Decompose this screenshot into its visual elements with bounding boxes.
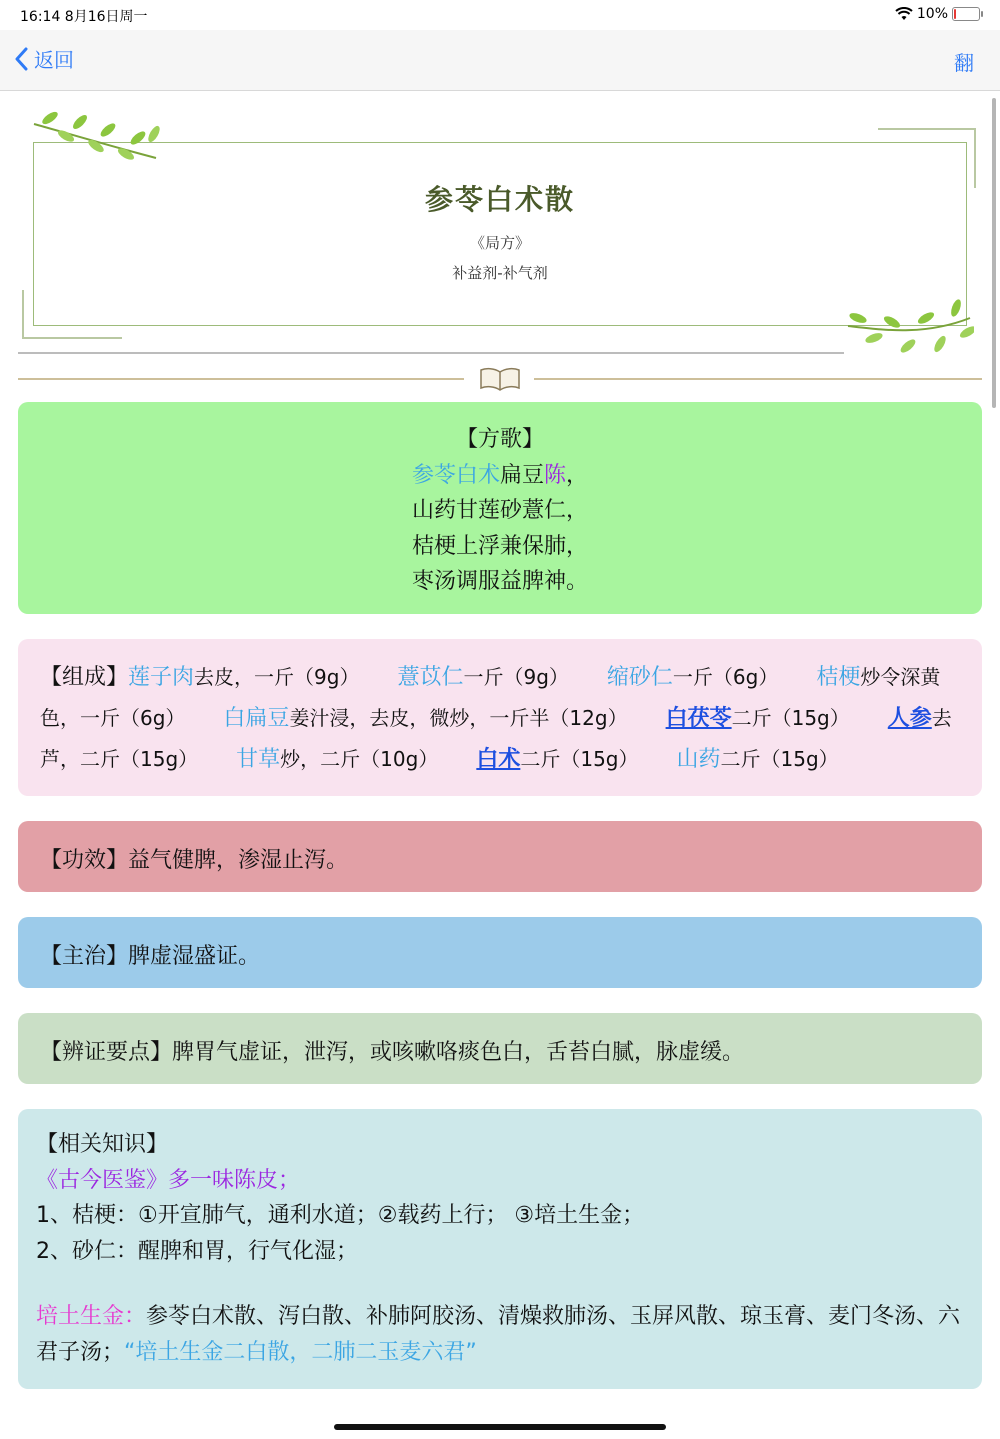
composition-card (18, 639, 982, 796)
herb-link[interactable]: 甘草 (236, 747, 281, 772)
herb-link[interactable]: 白术 (476, 747, 521, 772)
herb-dosage: 去皮，一斤（9g） (194, 665, 360, 689)
composition-heading: 【组成】 (40, 665, 129, 690)
herb-link[interactable]: 人参 (887, 706, 932, 731)
leaf-branch-icon (30, 106, 160, 164)
herb-link[interactable]: 薏苡仁 (397, 665, 464, 690)
herb-dosage: 去 (931, 706, 952, 730)
battery-icon (952, 7, 980, 21)
herb-link[interactable]: 山药 (676, 747, 721, 772)
status-right (895, 6, 980, 22)
knowledge-paragraph (36, 1299, 964, 1370)
herb-dosage: 芦，二斤（15g） (40, 747, 199, 771)
efficacy-card: 【功效】益气健脾，渗湿止泻。 (18, 821, 982, 892)
status-bar (0, 0, 1000, 30)
herb-dosage: 一斤（9g） (463, 665, 569, 689)
formula-song-line: 山药甘莲砂薏仁， (411, 498, 588, 523)
frame-line (878, 128, 976, 130)
herb-link[interactable]: 缩砂仁 (606, 665, 673, 690)
navigation-bar (0, 30, 1000, 91)
herb-dosage: 二斤（15g） (520, 747, 639, 771)
knowledge-line[interactable]: 《古今医鉴》多一味陈皮； (36, 1167, 301, 1193)
herb-dosage: 二斤（15g） (731, 706, 850, 730)
poem-text: ， (566, 462, 589, 488)
herb-dosage: 炒，二斤（10g） (280, 747, 439, 771)
indication-card: 【主治】脾虚湿盛证。 (18, 917, 982, 988)
herb-dosage: 姜汁浸，去皮，微炒，一斤半（12g） (289, 706, 628, 730)
status-time: 16:14 8月16日周一 (20, 9, 148, 25)
header-card (18, 100, 982, 370)
knowledge-text: 参苓白术散、泻白散、补肺阿胶汤、清燥救肺汤、玉屏风散、琼玉膏、麦门冬汤、六君子汤； (36, 1304, 961, 1365)
home-indicator[interactable] (334, 1424, 666, 1430)
poem-text: 扁豆 (499, 462, 544, 488)
composition-line (40, 739, 960, 780)
key-points-card: 【辨证要点】脾胃气虚证，泄泻，或咳嗽咯痰色白，舌苔白腻，脉虚缓。 (18, 1013, 982, 1084)
related-knowledge-card (18, 1109, 982, 1389)
poem-herb-highlight[interactable]: 参苓白术 (411, 462, 500, 488)
herb-dosage: 一斤（6g） (672, 665, 779, 689)
herb-dosage: 炒令深黄 (860, 665, 941, 689)
knowledge-line: 1、桔梗：①开宣肺气，通利水道；②载药上行； ③培土生金； (36, 1203, 645, 1228)
formula-song-line (18, 458, 982, 494)
flip-button[interactable]: 翻 (954, 51, 974, 75)
battery-percent: 10% (916, 6, 948, 22)
frame-line (22, 290, 24, 338)
poem-herb-highlight[interactable]: 陈 (544, 462, 567, 488)
scrollbar[interactable] (992, 98, 996, 408)
knowledge-line: 2、砂仁：醒脾和胃，行气化湿； (36, 1238, 358, 1264)
formula-song-line: 桔梗上浮兼保肺， (411, 533, 588, 559)
herb-link[interactable]: 白茯苓 (665, 706, 732, 731)
leaf-branch-icon (844, 296, 974, 358)
chevron-left-icon (14, 47, 28, 71)
section-divider (18, 370, 982, 390)
herb-dosage: 色，一斤（6g） (40, 706, 186, 730)
knowledge-heading: 【相关知识】 (36, 1132, 169, 1157)
divider-line (18, 378, 464, 380)
formula-song-heading: 【方歌】 (455, 427, 544, 452)
formula-song-line: 枣汤调服益脾神。 (411, 569, 588, 594)
composition-line (40, 657, 960, 698)
header-underline (18, 352, 844, 354)
frame-line (22, 337, 122, 339)
herb-dosage: 二斤（15g） (720, 747, 839, 771)
formula-source: 《局方》 (469, 234, 530, 252)
battery-fill (954, 9, 956, 19)
wifi-icon (895, 7, 913, 21)
open-book-icon (478, 366, 522, 392)
composition-line (40, 698, 960, 739)
herb-link[interactable]: 莲子肉 (128, 665, 195, 690)
herb-link[interactable]: 桔梗 (816, 665, 861, 690)
formula-song-card (18, 402, 982, 614)
knowledge-term[interactable]: 培土生金： (36, 1304, 147, 1329)
back-button[interactable] (14, 44, 74, 73)
knowledge-mnemonic[interactable]: “培土生金二白散，二肺二玉麦六君” (124, 1339, 477, 1365)
formula-category: 补益剂-补气剂 (452, 264, 548, 282)
formula-title: 参苓白术散 (424, 183, 575, 216)
back-label: 返回 (34, 48, 74, 72)
divider-line (534, 378, 982, 380)
herb-link[interactable]: 白扁豆 (223, 706, 290, 731)
